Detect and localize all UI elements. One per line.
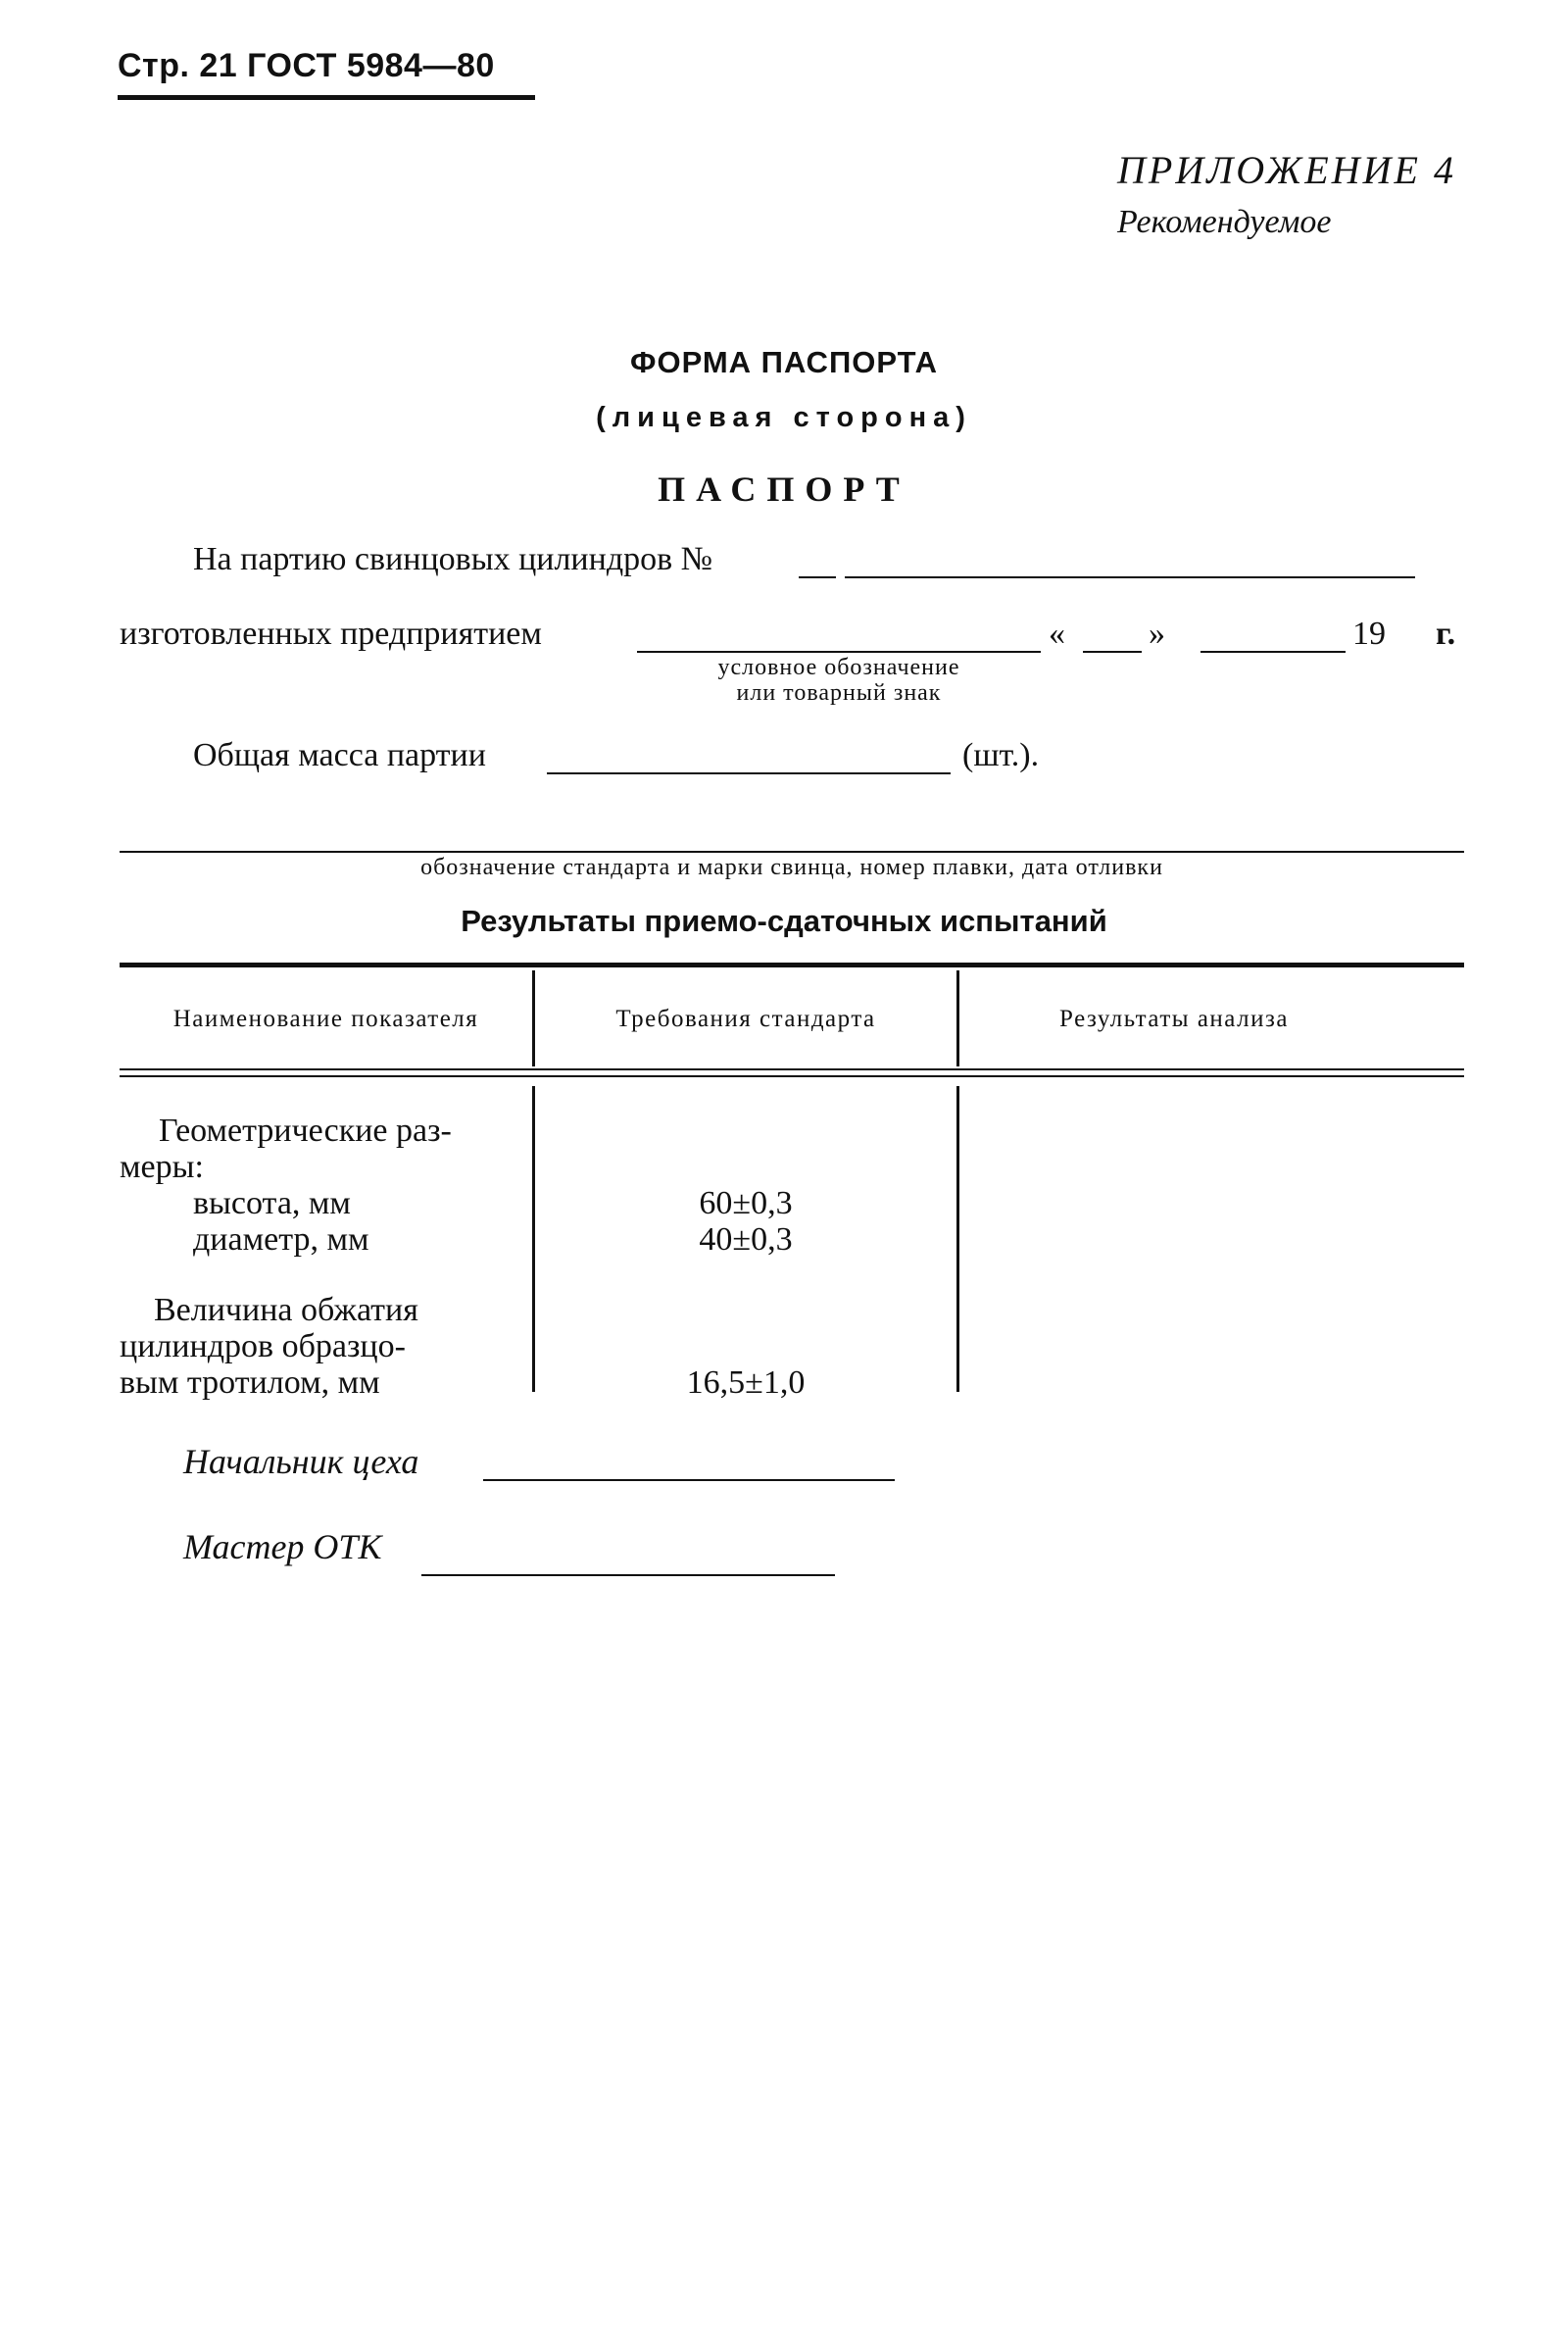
batch-label: На партию свинцовых цилиндров № bbox=[193, 541, 713, 577]
page-header: Стр. 21 ГОСТ 5984—80 bbox=[118, 47, 495, 84]
quote-close: » bbox=[1149, 616, 1165, 652]
header-rule-1 bbox=[120, 1068, 1464, 1070]
manufacturer-caption-2: или товарный знак bbox=[736, 680, 942, 706]
standard-caption: обозначение стандарта и марки свинца, номер плавки, дата отливки bbox=[420, 855, 1163, 880]
manufacturer-label: изготовленных предприятием bbox=[120, 616, 542, 652]
results-title: Результаты приемо-сдаточных испытаний bbox=[461, 904, 1107, 938]
mass-label: Общая масса партии bbox=[193, 737, 486, 773]
signature-shop-head-label: Начальник цеха bbox=[183, 1442, 419, 1481]
mass-unit: (шт.). bbox=[962, 737, 1040, 773]
appendix-title: ПРИЛОЖЕНИЕ 4 bbox=[1117, 148, 1456, 192]
row-name-height: высота, мм bbox=[193, 1185, 351, 1221]
manufacturer-caption-1: условное обозначение bbox=[717, 655, 960, 680]
batch-blank-short bbox=[799, 576, 836, 578]
manufacturer-blank[interactable] bbox=[637, 651, 1041, 653]
col-divider-2-body bbox=[956, 1086, 959, 1392]
month-blank[interactable] bbox=[1200, 651, 1346, 653]
year-suffix: г. bbox=[1436, 616, 1456, 652]
row-name-compression-1: Величина обжатия bbox=[154, 1292, 418, 1328]
form-title: ФОРМА ПАСПОРТА bbox=[630, 345, 938, 379]
mass-blank[interactable] bbox=[547, 772, 951, 774]
signature-qc-master-blank[interactable] bbox=[421, 1574, 835, 1576]
signature-qc-master-label: Мастер ОТК bbox=[183, 1527, 382, 1566]
form-subtitle: (лицевая сторона) bbox=[596, 402, 972, 433]
passport-title: ПАСПОРТ bbox=[658, 470, 910, 509]
header-rule bbox=[118, 95, 535, 100]
row-name-compression-2: цилиндров образцо- bbox=[120, 1328, 406, 1364]
row-name-compression-3: вым тротилом, мм bbox=[120, 1364, 380, 1401]
day-blank[interactable] bbox=[1083, 651, 1142, 653]
table-top-rule bbox=[120, 963, 1464, 967]
column-header: Требования стандарта bbox=[615, 1006, 876, 1032]
signature-shop-head-blank[interactable] bbox=[483, 1479, 895, 1481]
row-req-compression: 16,5±1,0 bbox=[686, 1364, 806, 1401]
row-name-diameter: диаметр, мм bbox=[193, 1221, 369, 1258]
year-prefix: 19 bbox=[1352, 616, 1386, 652]
row-req-height: 60±0,3 bbox=[699, 1185, 793, 1221]
row-name-geometric-2: меры: bbox=[120, 1149, 204, 1185]
row-name-geometric-1: Геометрические раз- bbox=[159, 1113, 452, 1149]
quote-open: « bbox=[1049, 616, 1065, 652]
column-header: Наименование показателя bbox=[172, 1006, 479, 1032]
header-rule-2 bbox=[120, 1075, 1464, 1077]
standard-blank[interactable] bbox=[120, 851, 1464, 853]
appendix-status: Рекомендуемое bbox=[1117, 204, 1332, 240]
column-header: Результаты анализа bbox=[1059, 1006, 1289, 1032]
batch-number-blank[interactable] bbox=[845, 576, 1415, 578]
row-req-diameter: 40±0,3 bbox=[699, 1221, 793, 1258]
